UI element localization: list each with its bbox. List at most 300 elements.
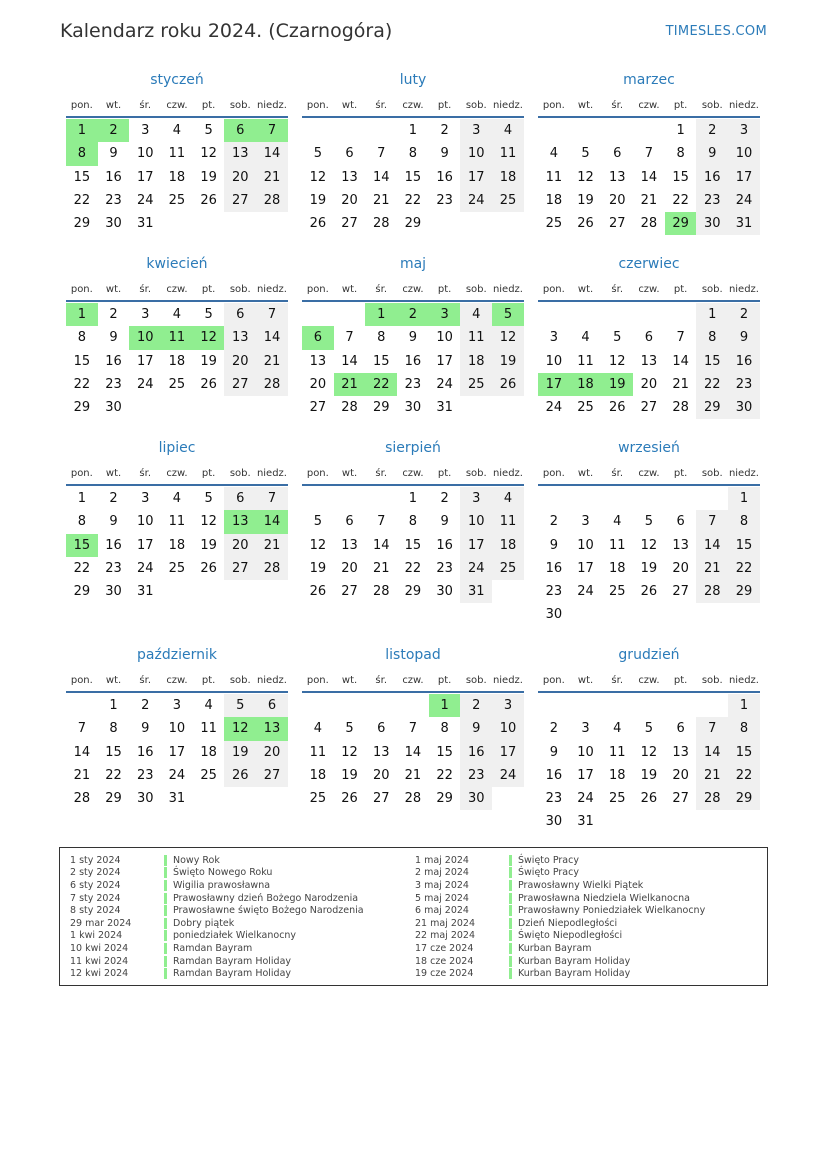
day-cell: 19 — [309, 192, 327, 208]
holiday-day-cell: 19 — [601, 373, 633, 396]
weekday-label: śr. — [611, 468, 624, 479]
day-grid — [66, 693, 288, 810]
day-cell: 23 — [105, 560, 122, 576]
legend-holiday-name: Kurban Bayram Holiday — [518, 955, 631, 967]
weekday-label: wt. — [341, 284, 358, 295]
day-cell: 9 — [549, 537, 558, 553]
empty-cell — [365, 487, 397, 510]
day-cell: 3 — [141, 123, 150, 138]
holiday-day-cell: 11 — [161, 326, 193, 349]
day-cell: 16 — [136, 744, 154, 760]
empty-cell — [334, 487, 366, 510]
legend-holiday-name: Ramdan Bayram Holiday — [173, 968, 292, 980]
legend-date: 7 sty 2024 — [70, 892, 121, 904]
legend-holiday-name: Dzień Niepodległości — [518, 917, 618, 929]
day-cell: 21 — [404, 767, 422, 783]
month-name: luty — [399, 72, 427, 88]
legend-date: 3 maj 2024 — [415, 879, 469, 891]
day-cell: 26 — [224, 764, 256, 787]
legend-holiday-name: Prawosławny Wielki Piątek — [518, 879, 644, 891]
day-cell: 9 — [728, 326, 760, 349]
day-cell: 22 — [73, 192, 91, 208]
legend-holiday-name: Ramdan Bayram Holiday — [173, 955, 292, 967]
day-cell: 19 — [492, 350, 524, 373]
weekday-label: pon. — [70, 675, 93, 686]
day-cell: 20 — [224, 350, 256, 373]
weekday-label: niedz. — [728, 100, 759, 111]
empty-cell — [334, 119, 366, 142]
day-cell: 9 — [440, 146, 449, 162]
weekday-label: pon. — [542, 284, 565, 295]
day-cell: 31 — [436, 400, 453, 416]
day-cell: 25 — [200, 767, 217, 783]
day-cell: 26 — [309, 584, 327, 600]
weekday-label: pt. — [437, 100, 452, 111]
holiday-day-cell: 12 — [224, 717, 256, 740]
day-cell: 8 — [109, 721, 118, 737]
legend-row — [60, 955, 364, 968]
day-cell: 23 — [436, 192, 453, 208]
day-cell: 3 — [549, 330, 558, 346]
weekday-label: sob. — [701, 675, 723, 686]
holiday-marker-icon — [509, 918, 512, 929]
weekday-header — [66, 466, 288, 486]
empty-cell — [696, 487, 728, 510]
day-cell: 7 — [256, 487, 288, 510]
day-cell: 27 — [672, 791, 689, 807]
day-cell: 5 — [313, 514, 322, 530]
day-cell: 5 — [345, 721, 354, 737]
holiday-day-cell: 3 — [429, 303, 461, 326]
empty-cell — [665, 694, 697, 717]
day-cell: 31 — [136, 216, 154, 232]
month-name: kwiecień — [146, 256, 208, 272]
holiday-legend — [59, 847, 768, 986]
day-cell: 15 — [696, 350, 728, 373]
day-cell: 9 — [141, 721, 150, 737]
weekday-label: pon. — [542, 100, 565, 111]
day-cell: 8 — [408, 146, 418, 162]
day-cell: 18 — [200, 744, 217, 760]
weekday-label: czw. — [638, 100, 660, 111]
day-cell: 29 — [404, 584, 422, 600]
day-cell: 10 — [728, 142, 760, 165]
day-cell: 24 — [136, 192, 154, 208]
day-cell: 22 — [696, 373, 728, 396]
day-cell: 18 — [608, 767, 626, 783]
day-cell: 27 — [672, 584, 689, 600]
day-cell: 30 — [105, 216, 122, 232]
day-cell: 9 — [440, 514, 449, 530]
day-cell: 10 — [492, 717, 524, 740]
day-cell: 4 — [172, 307, 182, 322]
day-cell: 25 — [460, 373, 492, 396]
holiday-marker-icon — [164, 905, 167, 916]
day-cell: 25 — [492, 189, 524, 212]
weekday-label: pon. — [70, 284, 93, 295]
day-cell: 24 — [577, 791, 594, 807]
holiday-day-cell: 2 — [397, 303, 429, 326]
weekday-label: śr. — [611, 100, 624, 111]
day-cell: 17 — [436, 353, 453, 369]
weekday-label: śr. — [375, 675, 388, 686]
day-cell: 7 — [644, 146, 654, 162]
page-title: Kalendarz roku 2024. (Czarnogóra) — [60, 20, 393, 42]
day-cell: 6 — [224, 303, 256, 326]
legend-row — [60, 967, 364, 980]
holiday-marker-icon — [509, 880, 512, 891]
month-name: marzec — [623, 72, 675, 88]
day-cell: 14 — [341, 353, 358, 369]
empty-cell — [601, 119, 633, 142]
month-6 — [538, 256, 760, 419]
day-cell: 6 — [676, 721, 685, 737]
day-cell: 2 — [141, 698, 150, 713]
day-cell: 12 — [640, 537, 658, 553]
day-cell: 16 — [728, 350, 760, 373]
empty-cell — [633, 487, 665, 510]
day-cell: 21 — [256, 350, 288, 373]
day-cell: 5 — [313, 146, 322, 162]
weekday-header — [66, 98, 288, 118]
holiday-marker-icon — [509, 956, 512, 967]
day-cell: 8 — [728, 717, 760, 740]
weekday-label: sob. — [465, 100, 487, 111]
day-cell: 19 — [640, 560, 658, 576]
day-cell: 13 — [372, 744, 390, 760]
day-cell: 16 — [545, 767, 563, 783]
day-grid — [302, 302, 524, 419]
day-cell: 2 — [109, 307, 118, 322]
day-cell: 30 — [105, 584, 122, 600]
day-cell: 13 — [309, 353, 327, 369]
weekday-label: niedz. — [492, 675, 523, 686]
empty-cell — [570, 487, 602, 510]
legend-holiday-name: poniedziałek Wielkanocny — [173, 930, 297, 942]
day-cell: 6 — [644, 330, 654, 346]
holiday-day-cell: 21 — [334, 373, 366, 396]
day-cell: 18 — [168, 537, 186, 553]
day-cell: 29 — [696, 396, 728, 419]
weekday-label: niedz. — [728, 284, 759, 295]
day-grid — [538, 486, 760, 627]
day-cell: 20 — [224, 534, 256, 557]
day-cell: 12 — [341, 744, 358, 760]
weekday-label: pon. — [306, 100, 329, 111]
day-cell: 15 — [73, 353, 91, 369]
day-cell: 5 — [581, 146, 590, 162]
day-cell: 30 — [696, 212, 728, 235]
legend-date: 6 sty 2024 — [70, 879, 121, 891]
day-cell: 17 — [136, 169, 154, 185]
day-cell: 15 — [728, 741, 760, 764]
day-cell: 2 — [460, 694, 492, 717]
day-cell: 9 — [696, 142, 728, 165]
legend-holiday-name: Święto Nowego Roku — [173, 867, 273, 879]
day-cell: 6 — [256, 694, 288, 717]
weekday-label: wt. — [341, 675, 358, 686]
holiday-marker-icon — [509, 968, 512, 979]
day-cell: 26 — [341, 791, 358, 807]
weekday-label: pt. — [201, 468, 216, 479]
holiday-marker-icon — [164, 855, 167, 866]
weekday-label: śr. — [375, 100, 388, 111]
day-cell: 6 — [224, 487, 256, 510]
day-cell: 12 — [492, 326, 524, 349]
day-cell: 14 — [696, 741, 728, 764]
day-cell: 7 — [377, 146, 386, 162]
day-cell: 17 — [136, 537, 154, 553]
day-cell: 9 — [109, 330, 118, 346]
holiday-marker-icon — [164, 956, 167, 967]
empty-cell — [365, 694, 397, 717]
weekday-label: niedz. — [492, 100, 523, 111]
day-cell: 2 — [696, 119, 728, 142]
day-cell: 18 — [168, 169, 186, 185]
weekday-label: śr. — [375, 284, 388, 295]
day-cell: 15 — [728, 534, 760, 557]
month-3 — [538, 72, 760, 235]
day-cell: 22 — [436, 767, 453, 783]
legend-holiday-name: Ramdan Bayram — [173, 942, 253, 954]
weekday-label: pt. — [201, 284, 216, 295]
day-cell: 10 — [577, 744, 594, 760]
day-cell: 26 — [640, 791, 658, 807]
day-cell: 11 — [200, 721, 217, 737]
day-cell: 23 — [105, 376, 122, 392]
weekday-label: śr. — [139, 100, 152, 111]
legend-row — [405, 967, 705, 980]
month-name: maj — [399, 256, 427, 272]
day-cell: 8 — [728, 510, 760, 533]
day-cell: 3 — [581, 514, 590, 530]
day-cell: 31 — [168, 791, 186, 807]
weekday-label: niedz. — [492, 284, 523, 295]
day-cell: 6 — [377, 721, 386, 737]
day-cell: 9 — [549, 744, 558, 760]
day-cell: 10 — [136, 146, 154, 162]
legend-date: 18 cze 2024 — [415, 955, 474, 967]
weekday-label: czw. — [166, 284, 188, 295]
day-grid — [302, 486, 524, 603]
day-cell: 11 — [492, 510, 524, 533]
day-cell: 11 — [309, 744, 327, 760]
day-cell: 6 — [613, 146, 622, 162]
holiday-day-cell: 10 — [129, 326, 161, 349]
day-cell: 24 — [436, 376, 453, 392]
day-cell: 5 — [204, 491, 213, 506]
day-cell: 13 — [608, 169, 626, 185]
day-cell: 25 — [577, 400, 594, 416]
legend-holiday-name: Kurban Bayram — [518, 942, 592, 954]
day-cell: 27 — [372, 791, 390, 807]
day-cell: 18 — [492, 534, 524, 557]
day-cell: 27 — [341, 216, 358, 232]
holiday-day-cell: 1 — [66, 303, 98, 326]
brand-link[interactable]: TIMESLES.COM — [665, 24, 767, 39]
day-cell: 24 — [136, 560, 154, 576]
day-cell: 2 — [440, 491, 449, 506]
weekday-label: pon. — [70, 100, 93, 111]
legend-row — [60, 904, 364, 917]
legend-row — [60, 867, 364, 880]
day-cell: 20 — [640, 376, 658, 392]
weekday-header — [66, 282, 288, 302]
day-cell: 7 — [377, 514, 386, 530]
day-cell: 13 — [341, 169, 358, 185]
legend-date: 1 maj 2024 — [415, 854, 469, 866]
legend-row — [60, 854, 364, 867]
day-cell: 1 — [696, 303, 728, 326]
day-cell: 17 — [577, 767, 594, 783]
day-cell: 20 — [309, 376, 327, 392]
day-cell: 25 — [168, 192, 186, 208]
weekday-label: pt. — [201, 100, 216, 111]
day-cell: 25 — [608, 791, 626, 807]
day-cell: 21 — [256, 534, 288, 557]
legend-row — [60, 892, 364, 905]
holiday-day-cell: 18 — [570, 373, 602, 396]
day-cell: 31 — [136, 584, 154, 600]
empty-cell — [538, 119, 570, 142]
day-cell: 4 — [549, 146, 558, 162]
day-cell: 20 — [672, 767, 689, 783]
day-cell: 30 — [545, 814, 563, 830]
day-cell: 8 — [77, 330, 86, 346]
empty-cell — [302, 694, 334, 717]
legend-date: 2 sty 2024 — [70, 867, 121, 879]
day-cell: 28 — [341, 400, 358, 416]
holiday-marker-icon — [164, 893, 167, 904]
day-cell: 18 — [168, 353, 186, 369]
day-cell: 4 — [460, 303, 492, 326]
day-cell: 23 — [696, 189, 728, 212]
day-cell: 3 — [172, 698, 182, 713]
day-cell: 20 — [224, 166, 256, 189]
day-cell: 11 — [577, 353, 594, 369]
holiday-marker-icon — [164, 968, 167, 979]
month-name: listopad — [385, 647, 441, 663]
weekday-label: wt. — [341, 468, 358, 479]
day-cell: 11 — [168, 146, 186, 162]
legend-date: 6 maj 2024 — [415, 905, 469, 917]
day-cell: 13 — [224, 326, 256, 349]
day-cell: 2 — [549, 721, 558, 737]
legend-holiday-name: Wigilia prawosławna — [173, 879, 271, 891]
weekday-label: sob. — [465, 284, 487, 295]
day-cell: 4 — [613, 721, 622, 737]
day-grid — [538, 693, 760, 834]
day-cell: 14 — [640, 169, 658, 185]
weekday-label: czw. — [402, 468, 424, 479]
legend-holiday-name: Prawosławna Niedziela Wielkanocna — [518, 892, 690, 904]
day-cell: 17 — [460, 534, 492, 557]
legend-date: 17 cze 2024 — [415, 942, 474, 954]
day-cell: 25 — [608, 584, 626, 600]
weekday-label: pon. — [70, 468, 93, 479]
day-cell: 15 — [436, 744, 453, 760]
day-cell: 18 — [460, 350, 492, 373]
holiday-marker-icon — [164, 880, 167, 891]
day-cell: 23 — [436, 560, 453, 576]
day-cell: 7 — [696, 717, 728, 740]
day-cell: 25 — [168, 376, 186, 392]
weekday-label: czw. — [638, 468, 660, 479]
day-cell: 28 — [696, 580, 728, 603]
day-cell: 29 — [73, 584, 91, 600]
day-cell: 19 — [224, 741, 256, 764]
weekday-label: sob. — [465, 675, 487, 686]
day-cell: 13 — [341, 537, 358, 553]
holiday-day-cell: 5 — [492, 303, 524, 326]
weekday-label: czw. — [402, 100, 424, 111]
day-cell: 3 — [141, 307, 150, 322]
day-cell: 7 — [676, 330, 685, 346]
day-cell: 5 — [204, 123, 213, 138]
day-cell: 23 — [460, 764, 492, 787]
weekday-header — [302, 673, 524, 693]
weekday-label: niedz. — [492, 468, 523, 479]
holiday-marker-icon — [509, 930, 512, 941]
day-cell: 9 — [109, 146, 118, 162]
day-cell: 28 — [256, 373, 288, 396]
legend-row — [405, 854, 705, 867]
day-cell: 12 — [608, 353, 626, 369]
day-cell: 31 — [577, 814, 594, 830]
empty-cell — [633, 119, 665, 142]
day-cell: 8 — [696, 326, 728, 349]
day-cell: 9 — [109, 514, 118, 530]
empty-cell — [302, 303, 334, 326]
day-cell: 3 — [728, 119, 760, 142]
weekday-label: sob. — [465, 468, 487, 479]
day-cell: 16 — [404, 353, 422, 369]
weekday-label: śr. — [611, 675, 624, 686]
day-cell: 1 — [676, 123, 685, 138]
day-cell: 15 — [404, 537, 422, 553]
day-cell: 4 — [613, 514, 622, 530]
day-cell: 29 — [73, 400, 91, 416]
weekday-label: sob. — [701, 284, 723, 295]
holiday-marker-icon — [164, 918, 167, 929]
day-cell: 10 — [577, 537, 594, 553]
day-cell: 10 — [436, 330, 453, 346]
weekday-label: niedz. — [728, 468, 759, 479]
day-cell: 4 — [492, 119, 524, 142]
weekday-label: śr. — [375, 468, 388, 479]
day-grid — [538, 302, 760, 419]
day-cell: 7 — [345, 330, 354, 346]
day-cell: 1 — [77, 491, 86, 506]
day-cell: 30 — [460, 787, 492, 810]
day-cell: 1 — [109, 698, 118, 713]
day-grid — [66, 118, 288, 235]
holiday-day-cell: 6 — [224, 119, 256, 142]
weekday-header — [66, 673, 288, 693]
holiday-day-cell: 1 — [365, 303, 397, 326]
day-cell: 8 — [377, 330, 386, 346]
empty-cell — [570, 303, 602, 326]
holiday-marker-icon — [509, 855, 512, 866]
day-cell: 4 — [313, 721, 322, 737]
day-cell: 30 — [136, 791, 154, 807]
day-cell: 22 — [73, 560, 91, 576]
legend-date: 19 cze 2024 — [415, 968, 474, 980]
empty-cell — [538, 303, 570, 326]
holiday-marker-icon — [164, 867, 167, 878]
month-name: sierpień — [385, 440, 441, 456]
day-cell: 21 — [372, 192, 390, 208]
